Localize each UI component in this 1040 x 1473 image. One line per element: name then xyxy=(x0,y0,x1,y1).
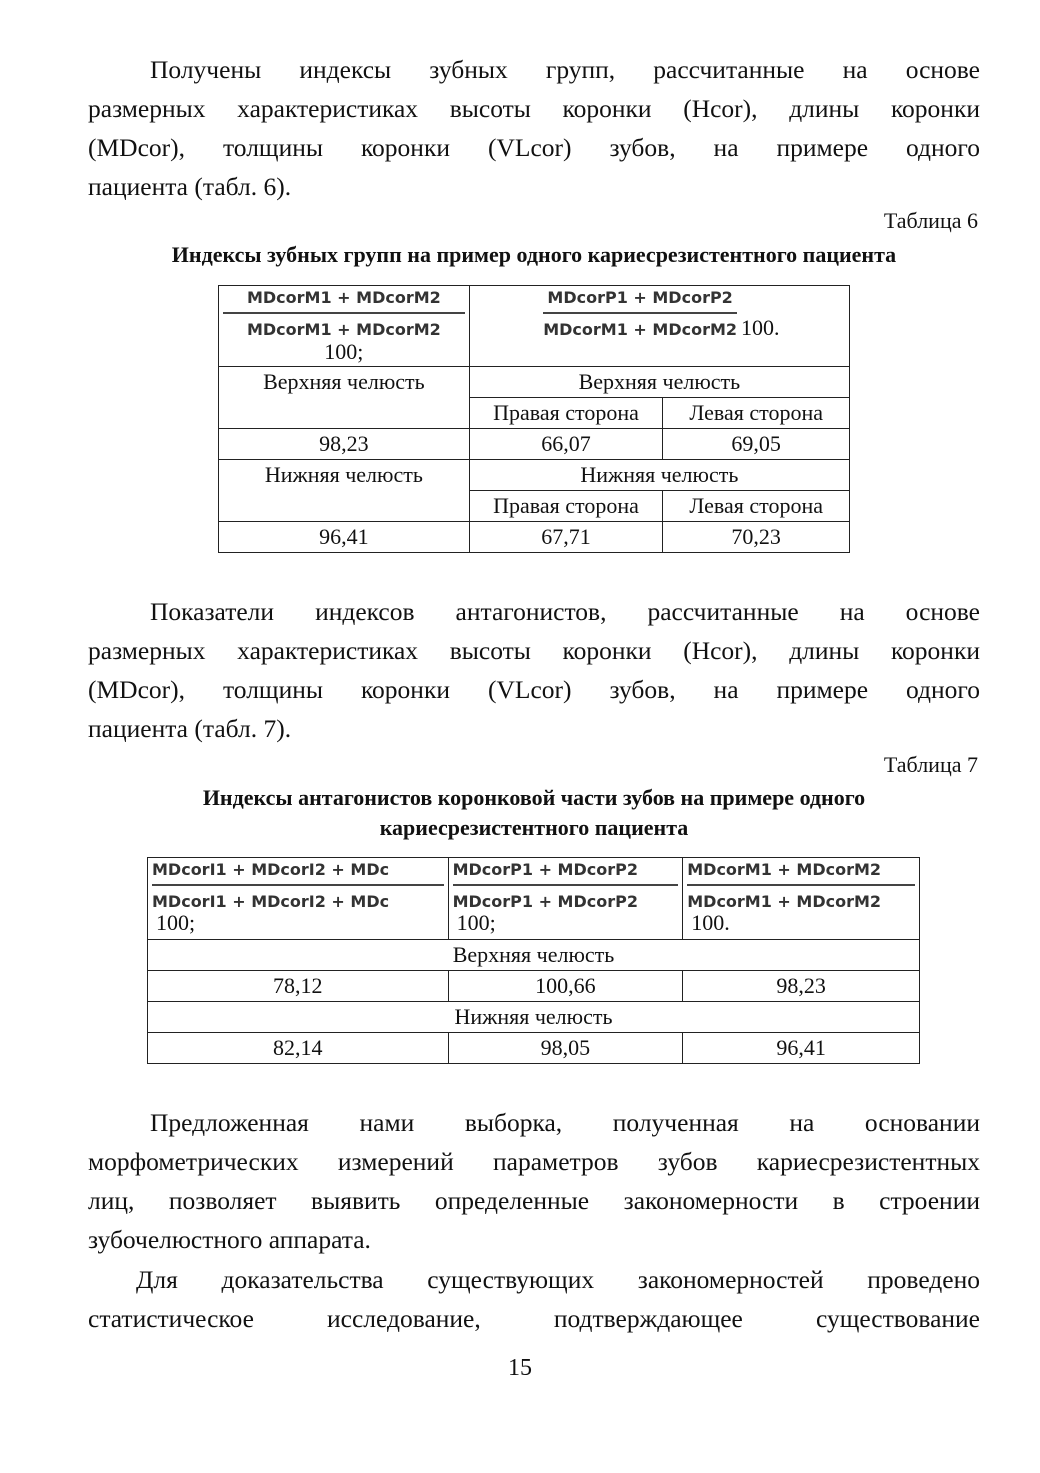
table-7-label: Таблица 7 xyxy=(883,752,978,777)
lower-jaw-label: Нижняя челюсть xyxy=(219,460,470,522)
table-cell: 67,71 xyxy=(469,522,663,553)
formula-denominator: MDcorI1 + MDcorI2 + MDc xyxy=(152,892,390,911)
table-6-title: Индексы зубных групп на пример одного кариесрезистентного пациента xyxy=(171,242,897,267)
formula-fraction xyxy=(539,288,741,340)
table-cell: 96,41 xyxy=(683,1033,920,1064)
paragraph-line: (MDcor), толщины коронки (VLcor) зубов, на примере одного xyxy=(88,675,980,704)
paragraph-line: морфометрических измерений параметров зубов кариесрезистентных xyxy=(88,1147,980,1176)
table-7 xyxy=(147,857,920,1064)
paragraph-line: лиц, позволяет выявить определенные закономерности в строении xyxy=(88,1186,980,1215)
paragraph-line: Получены индексы зубных групп, рассчитанные на основе xyxy=(150,55,980,84)
paragraph-line: размерных характеристиках высоты коронки (Hcor), длины коронки xyxy=(88,636,980,665)
formula-suffix: 100; xyxy=(456,910,496,935)
upper-jaw-header: Верхняя челюсть xyxy=(148,940,920,971)
table-7-formula-2-cell xyxy=(448,858,683,940)
table-cell: 96,41 xyxy=(219,522,470,553)
table-row xyxy=(148,971,920,1002)
table-cell: 78,12 xyxy=(148,971,449,1002)
table-cell: 66,07 xyxy=(469,429,663,460)
paragraph-line: Для доказательства существующих закономерностей проведено xyxy=(136,1265,980,1294)
left-side-header: Левая сторона xyxy=(663,491,850,522)
lower-jaw-header: Нижняя челюсть xyxy=(469,460,849,491)
table-6-formula-2-cell xyxy=(469,286,849,367)
table-6-formula-1-cell xyxy=(219,286,470,367)
table-cell: 98,23 xyxy=(219,429,470,460)
table-cell: 70,23 xyxy=(663,522,850,553)
paragraph-line: (MDcor), толщины коронки (VLcor) зубов, на примере одного xyxy=(88,133,980,162)
formula-denominator: MDcorM1 + MDcorM2 xyxy=(543,320,738,339)
formula-numerator: MDcorM1 + MDcorM2 xyxy=(223,288,465,314)
table-7-formula-3-cell xyxy=(683,858,920,940)
left-side-header: Левая сторона xyxy=(663,398,850,429)
paragraph-4 xyxy=(88,1260,980,1338)
table-6 xyxy=(218,285,850,553)
table-6-label: Таблица 6 xyxy=(883,208,978,233)
paragraph-line: Показатели индексов антагонистов, рассчитанные на основе xyxy=(150,597,980,626)
paragraph-line: пациента (табл. 7). xyxy=(88,714,292,743)
table-cell: 98,05 xyxy=(448,1033,683,1064)
paragraph-line: Предложенная нами выборка, полученная на основании xyxy=(150,1108,980,1137)
right-side-header: Правая сторона xyxy=(469,398,663,429)
formula-numerator: MDcorP1 + MDcorP2 xyxy=(543,288,737,314)
formula-suffix: 100; xyxy=(156,910,196,935)
table-7-title-line-1: Индексы антагонистов коронковой части зубов на примере одного xyxy=(202,785,866,810)
paragraph-1 xyxy=(88,50,980,206)
table-row xyxy=(148,1033,920,1064)
table-cell: 98,23 xyxy=(683,971,920,1002)
table-cell: 100,66 xyxy=(448,971,683,1002)
paragraph-line: зубочелюстного аппарата. xyxy=(88,1225,371,1254)
paragraph-2 xyxy=(88,592,980,748)
paragraph-line: статистическое исследование, подтверждающее существование xyxy=(88,1304,980,1333)
formula-denominator: MDcorP1 + MDcorP2 xyxy=(452,892,638,911)
page-number: 15 xyxy=(508,1355,532,1381)
paragraph-line: размерных характеристиках высоты коронки (Hcor), длины коронки xyxy=(88,94,980,123)
table-7-formula-1-cell xyxy=(148,858,449,940)
formula-numerator: MDcorM1 + MDcorM2 xyxy=(687,860,915,886)
formula-suffix: 100. xyxy=(691,910,730,935)
formula-denominator: MDcorM1 + MDcorM2 xyxy=(246,320,441,339)
formula-denominator: MDcorM1 + MDcorM2 xyxy=(687,892,882,911)
paragraph-line: пациента (табл. 6). xyxy=(88,172,292,201)
formula-suffix: 100; xyxy=(324,339,364,364)
formula-numerator: MDcorP1 + MDcorP2 xyxy=(453,860,679,886)
formula-fraction xyxy=(219,286,469,340)
lower-jaw-header: Нижняя челюсть xyxy=(148,1002,920,1033)
formula-fraction xyxy=(449,858,683,912)
table-row xyxy=(219,522,850,553)
formula-fraction xyxy=(148,858,448,912)
upper-jaw-header: Верхняя челюсть xyxy=(469,367,849,398)
upper-jaw-label: Верхняя челюсть xyxy=(219,367,470,429)
table-cell: 82,14 xyxy=(148,1033,449,1064)
table-7-title-line-2: кариесрезистентного пациента xyxy=(379,815,689,840)
right-side-header: Правая сторона xyxy=(469,491,663,522)
formula-suffix: 100. xyxy=(741,315,780,340)
table-cell: 69,05 xyxy=(663,429,850,460)
paragraph-3 xyxy=(88,1103,980,1259)
formula-numerator: MDcorI1 + MDcorI2 + MDc xyxy=(152,860,444,886)
table-row xyxy=(219,429,850,460)
formula-fraction xyxy=(683,858,919,912)
